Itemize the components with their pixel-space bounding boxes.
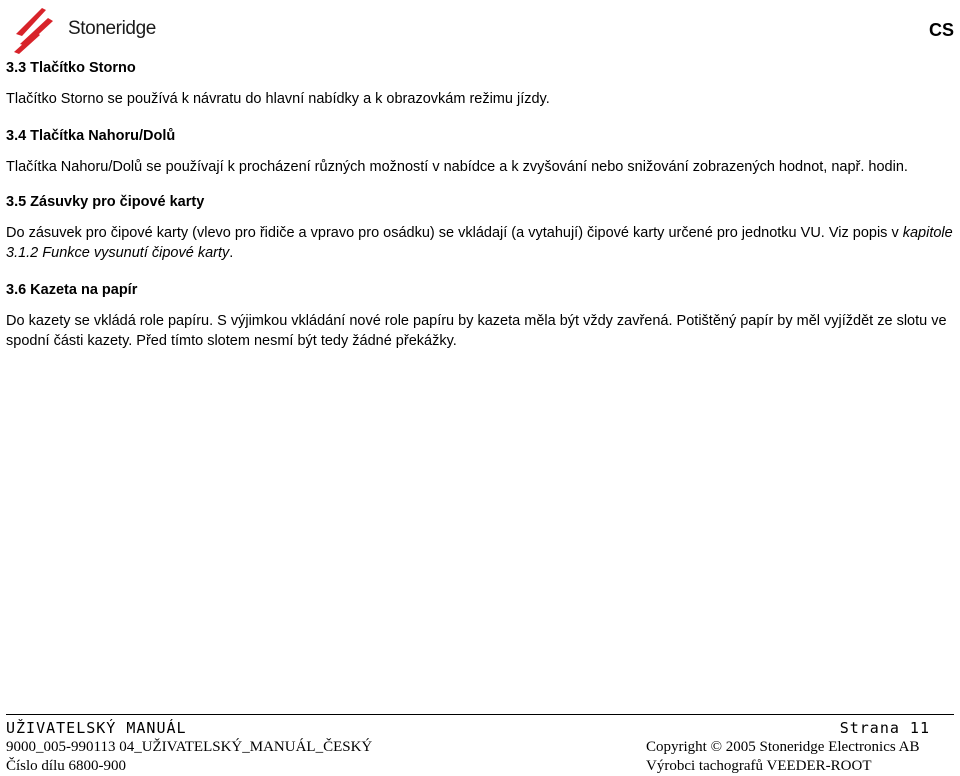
paragraph-end: . [229,245,234,261]
section-paragraph: Tlačítka Nahoru/Dolů se používají k procházení různých možností v nabídce a k zvyšování nebo snižování zobrazených hodnot, např. hodin. [6,159,908,175]
paragraph-text: Do zásuvek pro čipové karty (vlevo pro řidiče a vpravo pro osádku) se vkládají (a vytahují) čipové karty určené pro jednotku VU. Viz popis v [6,225,903,241]
stoneridge-swoosh-logo-icon [12,4,64,56]
footer-part-number: Číslo dílu 6800-900 [6,758,127,774]
chapter-reference: kapitole 3.1.2 Funkce vysunutí čipové karty [6,225,953,261]
section-paragraph [6,223,956,263]
footer-manufacturer: Výrobci tachografů VEEDER-ROOT [646,758,872,774]
footer-page-number: Strana 11 [839,719,930,737]
section-3-4 [6,126,956,177]
section-3-5 [6,192,956,263]
section-heading: 3.6 Kazeta na papír [6,282,138,298]
logo-wordmark: Stoneridge [68,18,156,39]
footer-copyright: Copyright © 2005 Stoneridge Electronics AB [646,739,920,755]
section-heading: 3.5 Zásuvky pro čipové karty [6,194,205,210]
footer-document-id: 9000_005-990113 04_UŽIVATELSKÝ_MANUÁL_ČESKÝ [6,739,373,755]
footer-divider [6,714,954,715]
stoneridge-logo [12,4,156,56]
section-paragraph: Do kazety se vkládá role papíru. S výjimkou vkládání nové role papíru by kazeta měla být vždy zavřená. Potištěný papír by měl vyjíždět ze slotu ve spodní části kazety. Před tímto slotem nesmí být tedy žádné překážky. [6,313,947,349]
section-3-3 [6,58,956,109]
section-3-6 [6,280,956,351]
section-paragraph: Tlačítko Storno se používá k návratu do hlavní nabídky a k obrazovkám režimu jízdy. [6,91,550,107]
language-code: CS [928,20,954,40]
document-body [6,58,956,351]
footer-manual-title: UŽIVATELSKÝ MANUÁL [6,719,187,737]
section-heading: 3.4 Tlačítka Nahoru/Dolů [6,128,176,144]
section-heading: 3.3 Tlačítko Storno [6,60,136,76]
